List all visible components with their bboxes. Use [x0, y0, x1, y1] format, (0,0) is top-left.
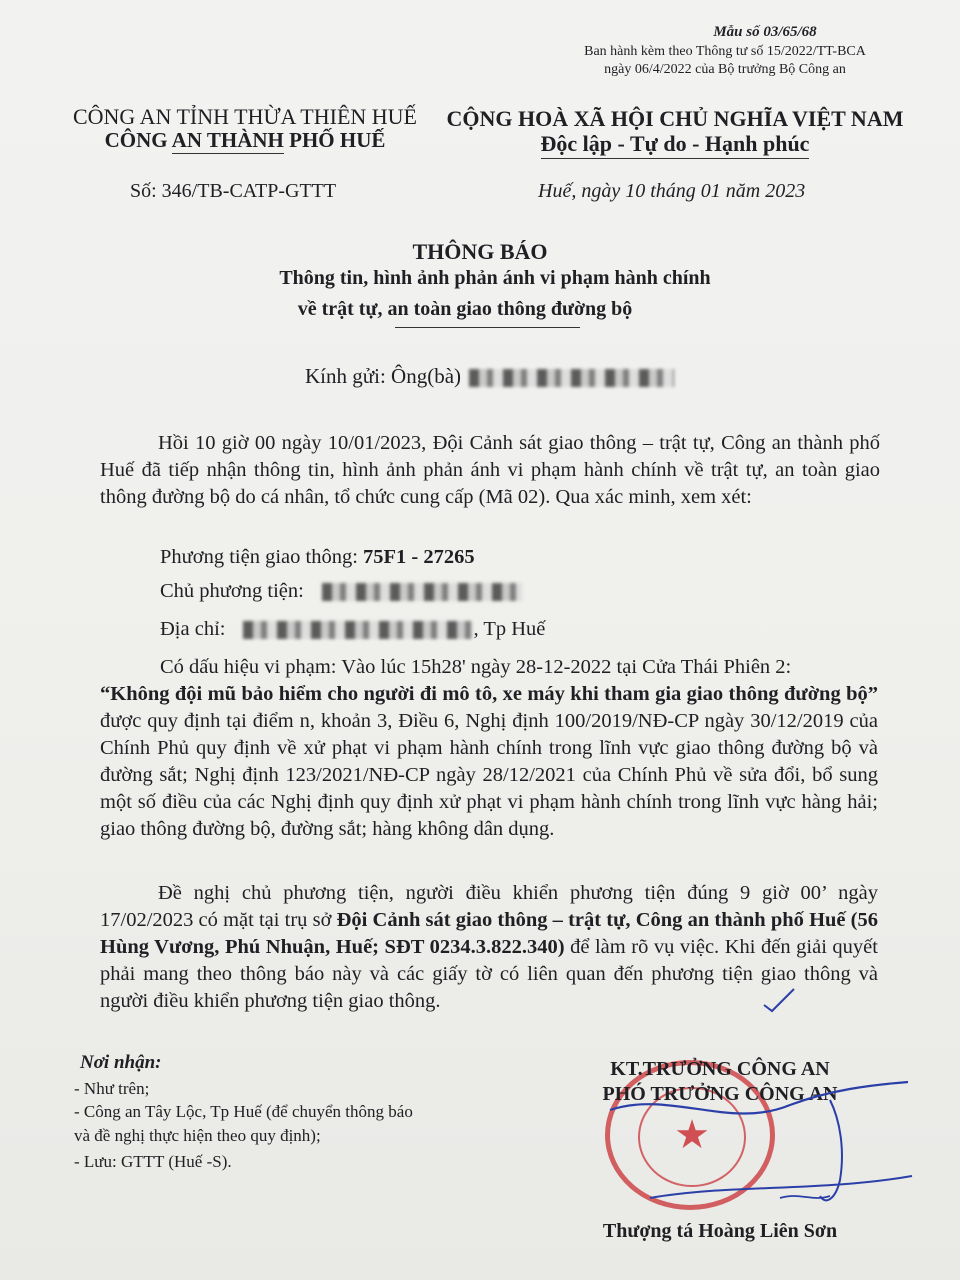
document-number: Số: 346/TB-CATP-GTTT	[130, 180, 337, 202]
national-title: CỘNG HOÀ XÃ HỘI CHỦ NGHĨA VIỆT NAM	[446, 106, 904, 131]
violation-detail	[100, 681, 878, 843]
issued-by-line-2: ngày 06/4/2022 của Bộ trưởng Bộ Công an	[604, 62, 846, 77]
handwritten-check-icon	[760, 985, 800, 1015]
document-subtitle-1: Thông tin, hình ảnh phản ánh vi phạm hành chính	[279, 267, 711, 289]
signatory-title-1: KT.TRƯỞNG CÔNG AN	[610, 1058, 830, 1080]
vehicle-plate: 75F1 - 27265	[363, 546, 475, 568]
national-motto: Độc lập - Tự do - Hạnh phúc	[541, 131, 810, 159]
recipients-title: Nơi nhận:	[80, 1052, 162, 1073]
paragraph-intake	[100, 430, 880, 511]
recipient-item: - Như trên;	[74, 1079, 150, 1098]
violation-intro: Có dấu hiệu vi phạm: Vào lúc 15h28' ngày 28-12-2022 tại Cửa Thái Phiên 2:	[160, 656, 792, 678]
recipient-item: và đề nghị thực hiện theo quy định);	[74, 1126, 321, 1145]
violation-title: “Không đội mũ bảo hiểm cho người đi mô tô, xe máy khi tham gia giao thông đường bộ”	[100, 683, 878, 705]
place-and-date: Huế, ngày 10 tháng 01 năm 2023	[538, 180, 806, 202]
issued-by-line-1: Ban hành kèm theo Thông tư số 15/2022/TT-BCA	[584, 44, 866, 59]
document-subtitle-2: về trật tự, an toàn giao thông đường bộ	[297, 298, 633, 320]
issuing-unit-part-2: AN THÀNH	[171, 128, 284, 152]
issuing-unit	[40, 128, 450, 153]
request-intro: Đề nghị chủ phương tiện, người điều khiển phương tiện đúng 9 giờ 00’ ngày 17/02/2023 có mặt tại trụ sở	[100, 882, 878, 931]
redacted-address	[243, 621, 473, 639]
request-instructions: để làm rõ vụ việc. Khi đến giải quyết phải mang theo thông báo này và các giấy tờ có liên quan đến phương tiện giao thông và người điều khiển phương tiện giao thông.	[100, 936, 878, 1012]
parent-organization: CÔNG AN TỈNH THỪA THIÊN HUẾ	[72, 104, 417, 129]
vehicle-line	[160, 546, 475, 569]
address-suffix: , Tp Huế	[473, 618, 546, 640]
recipient-label: Kính gửi: Ông(bà)	[305, 364, 462, 388]
violation-legal-basis: được quy định tại điểm n, khoản 3, Điều 6, Nghị định 100/2019/NĐ-CP ngày 30/12/2019 của Chính Phủ quy định về xử phạt vi phạm hành chính trong lĩnh vực giao thông đường bộ và đường sắt; Nghị định 123/2021/NĐ-CP ngày 28/12/2021 của Chính Phủ về sửa đổi, bổ sung một số điều của các Nghị định quy định xử phạt vi phạm hành chính trong lĩnh vực hàng hải; giao thông đường bộ, đường sắt; hàng không dân dụng.	[100, 710, 878, 840]
vehicle-label: Phương tiện giao thông:	[160, 546, 364, 568]
paragraph-intake-text: Hồi 10 giờ 00 ngày 10/01/2023, Đội Cảnh sát giao thông – trật tự, Công an thành phố Huế đã tiếp nhận thông tin, hình ảnh phản ánh vi phạm hành chính về trật tự, an toàn giao thông đường bộ do cá nhân, tổ chức cung cấp (Mã 02). Qua xác minh, xem xét:	[100, 432, 880, 508]
address-line	[160, 618, 545, 641]
address-label: Địa chỉ:	[160, 618, 226, 640]
document-title: THÔNG BÁO	[412, 239, 548, 264]
owner-label: Chủ phương tiện:	[160, 580, 304, 602]
recipient-item: - Lưu: GTTT (Huế -S).	[74, 1152, 232, 1171]
paragraph-violation	[100, 654, 878, 843]
signer-name: Thượng tá Hoàng Liên Sơn	[602, 1220, 838, 1242]
signatory-title-2: PHÓ TRƯỞNG CÔNG AN	[602, 1083, 838, 1105]
owner-line	[160, 580, 522, 603]
issuing-unit-part-3: PHỐ HUẾ	[283, 128, 386, 152]
redacted-owner-name	[322, 583, 522, 601]
redacted-recipient-name	[469, 369, 674, 387]
recipient-line	[305, 364, 674, 389]
handwritten-signature	[590, 1080, 920, 1220]
issuing-unit-part-1: CÔNG	[104, 128, 172, 152]
seal-star-icon: ★	[674, 1112, 710, 1158]
request-location: Đội Cảnh sát giao thông – trật tự, Công an thành phố Huế (56 Hùng Vương, Phú Nhuận, Huế; SĐT 0234.3.822.340)	[100, 909, 879, 958]
recipient-item: - Công an Tây Lộc, Tp Huế (để chuyển thông báo	[74, 1102, 413, 1121]
form-number: Mẫu số 03/65/68	[713, 24, 817, 40]
national-motto-wrap	[440, 131, 910, 157]
title-underline	[395, 327, 580, 328]
